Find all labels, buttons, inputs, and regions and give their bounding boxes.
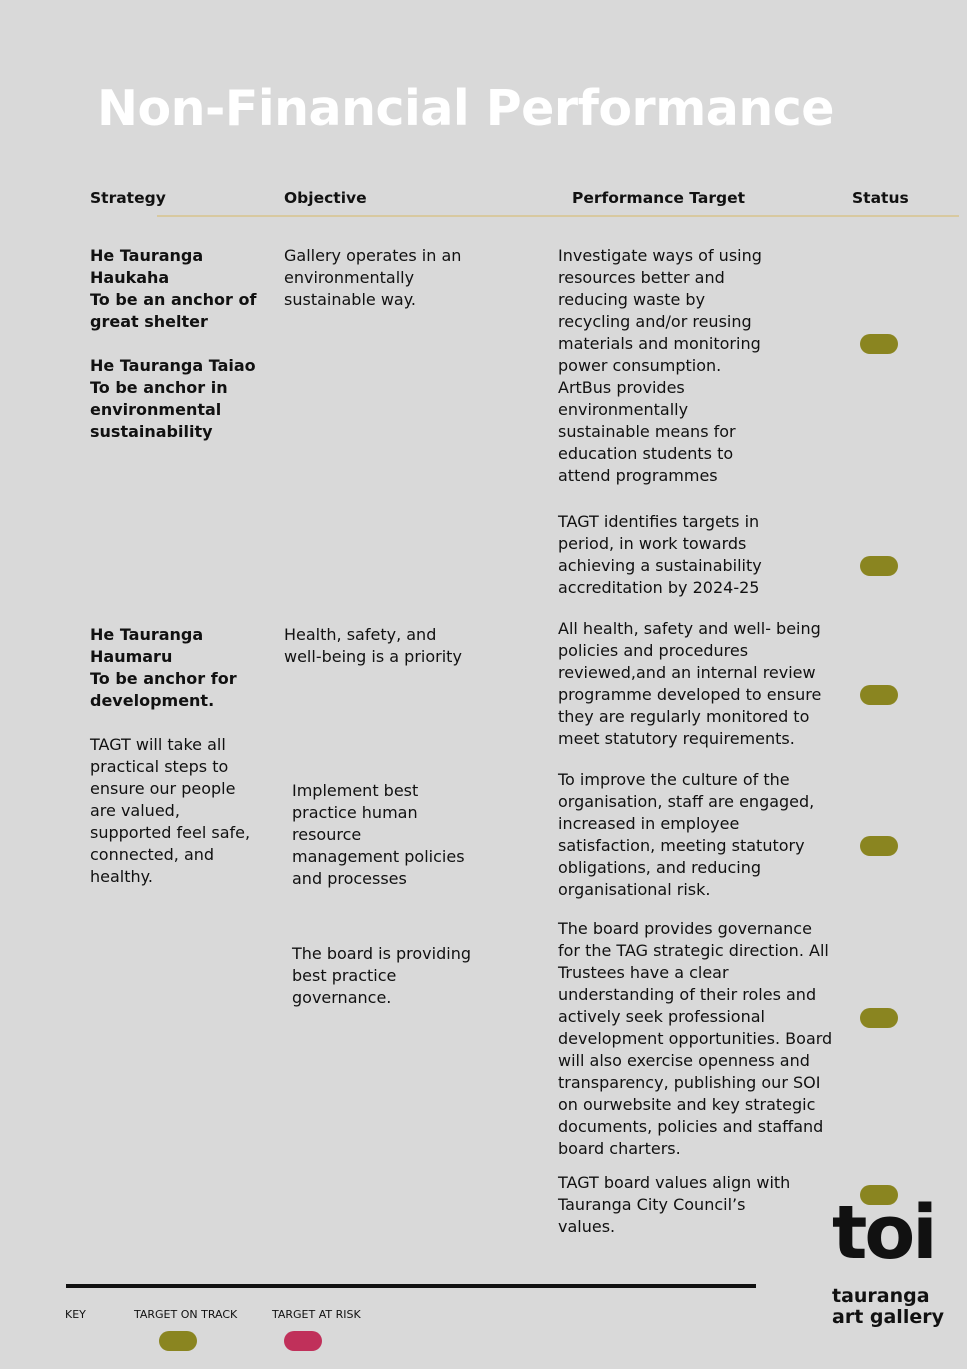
target-line: environmentally [558, 400, 689, 419]
objective-line: Gallery operates in an [284, 246, 462, 265]
target-line: reducing waste by [558, 290, 706, 309]
header-strategy: Strategy [90, 189, 166, 207]
objective-line: well-being is a priority [284, 647, 462, 666]
target-line: organisation, staff are engaged, [558, 792, 815, 811]
target-line: reviewed,and an internal review [558, 663, 816, 682]
page-title: Non-Financial Performance [97, 80, 834, 137]
header-divider [157, 215, 959, 217]
objective-line: management policies [292, 847, 465, 866]
target-resources-waste [558, 245, 838, 487]
target-line: power consumption. [558, 356, 722, 375]
target-line: values. [558, 1217, 616, 1236]
target-line: development opportunities. Board [558, 1029, 833, 1048]
strategy-name: He Tauranga [90, 246, 204, 265]
strategy-name: Haukaha [90, 268, 170, 287]
target-line: Investigate ways of using [558, 246, 762, 265]
key-at-risk-pill [284, 1331, 322, 1351]
logo-line-2: art gallery [832, 1306, 944, 1328]
strategy-description: are valued, [90, 801, 180, 820]
target-line: education students to [558, 444, 734, 463]
toi-logo [832, 1190, 952, 1336]
target-line: TAGT board values align with [558, 1173, 791, 1192]
target-line: understanding of their roles and [558, 985, 817, 1004]
strategy-name: He Tauranga [90, 625, 204, 644]
strategy-name: He Tauranga Taiao [90, 356, 256, 375]
key-on-track-label: TARGET ON TRACK [134, 1308, 238, 1321]
objective-line: Health, safety, and [284, 625, 437, 644]
target-line: attend programmes [558, 466, 718, 485]
target-line: documents, policies and staffand [558, 1117, 824, 1136]
target-line: Trustees have a clear [558, 963, 729, 982]
header-status: Status [852, 189, 909, 207]
objective-line: governance. [292, 988, 392, 1007]
footer-divider [66, 1284, 756, 1288]
target-line: The board provides governance [558, 919, 812, 938]
header-performance-target: Performance Target [572, 189, 745, 207]
target-line: period, in work towards [558, 534, 747, 553]
target-sustainability-accreditation [558, 511, 838, 599]
target-line: accreditation by 2024-25 [558, 578, 760, 597]
target-line: board charters. [558, 1139, 681, 1158]
target-line: increased in employee [558, 814, 740, 833]
target-line: actively seek professional [558, 1007, 765, 1026]
logo-line-1: tauranga [832, 1285, 930, 1307]
status-on-track-pill [860, 334, 898, 354]
strategy-description: healthy. [90, 867, 153, 886]
strategy-subtitle: environmental [90, 400, 222, 419]
target-line: resources better and [558, 268, 725, 287]
target-line: sustainable means for [558, 422, 736, 441]
target-line: meet statutory requirements. [558, 729, 795, 748]
target-line: obligations, and reducing [558, 858, 762, 877]
objective-human-resource [292, 780, 512, 890]
target-culture [558, 769, 843, 901]
strategy-subtitle: To be an anchor of [90, 290, 257, 309]
objective-line: and processes [292, 869, 407, 888]
objective-line: best practice [292, 966, 397, 985]
target-line: To improve the culture of the [558, 770, 790, 789]
objective-line: Implement best [292, 781, 419, 800]
status-on-track-pill [860, 556, 898, 576]
target-line: satisfaction, meeting statutory [558, 836, 805, 855]
target-line: programme developed to ensure [558, 685, 822, 704]
status-on-track-pill [860, 836, 898, 856]
target-board-governance [558, 918, 848, 1160]
target-line: transparency, publishing our SOI [558, 1073, 821, 1092]
objective-line: resource [292, 825, 362, 844]
target-line: achieving a sustainability [558, 556, 762, 575]
target-line: recycling and/or reusing [558, 312, 752, 331]
objective-governance [292, 943, 512, 1009]
target-line: on ourwebsite and key strategic [558, 1095, 816, 1114]
target-line: ArtBus provides [558, 378, 685, 397]
target-line: organisational risk. [558, 880, 711, 899]
strategy-subtitle: sustainability [90, 422, 213, 441]
target-line: for the TAG strategic direction. All [558, 941, 829, 960]
status-on-track-pill [860, 685, 898, 705]
status-on-track-pill [860, 1008, 898, 1028]
strategy-block-haumaru [90, 624, 270, 888]
strategy-subtitle: great shelter [90, 312, 208, 331]
target-line: will also exercise openness and [558, 1051, 810, 1070]
key-at-risk-label: TARGET AT RISK [272, 1308, 361, 1321]
target-line: they are regularly monitored to [558, 707, 810, 726]
target-line: All health, safety and well- being [558, 619, 821, 638]
target-line: policies and procedures [558, 641, 749, 660]
strategy-subtitle: To be anchor in [90, 378, 228, 397]
strategy-description: practical steps to [90, 757, 229, 776]
objective-line: The board is providing [292, 944, 471, 963]
objective-line: environmentally [284, 268, 415, 287]
target-line: TAGT identifies targets in [558, 512, 760, 531]
strategy-description: connected, and [90, 845, 215, 864]
strategy-description: supported feel safe, [90, 823, 251, 842]
header-objective: Objective [284, 189, 367, 207]
strategy-name: Haumaru [90, 647, 173, 666]
target-health-policies [558, 618, 843, 750]
target-line: Tauranga City Council’s [558, 1195, 746, 1214]
objective-line: sustainable way. [284, 290, 416, 309]
strategy-block-haukaha [90, 245, 270, 443]
objective-environment [284, 245, 504, 311]
target-board-values [558, 1172, 843, 1238]
strategy-subtitle: To be anchor for [90, 669, 237, 688]
key-on-track-pill [159, 1331, 197, 1351]
strategy-description: ensure our people [90, 779, 236, 798]
objective-health-safety [284, 624, 504, 668]
logo-mark: toi [832, 1190, 935, 1276]
strategy-description: TAGT will take all [90, 735, 226, 754]
target-line: materials and monitoring [558, 334, 761, 353]
strategy-subtitle: development. [90, 691, 215, 710]
key-label: KEY [65, 1308, 86, 1321]
objective-line: practice human [292, 803, 418, 822]
